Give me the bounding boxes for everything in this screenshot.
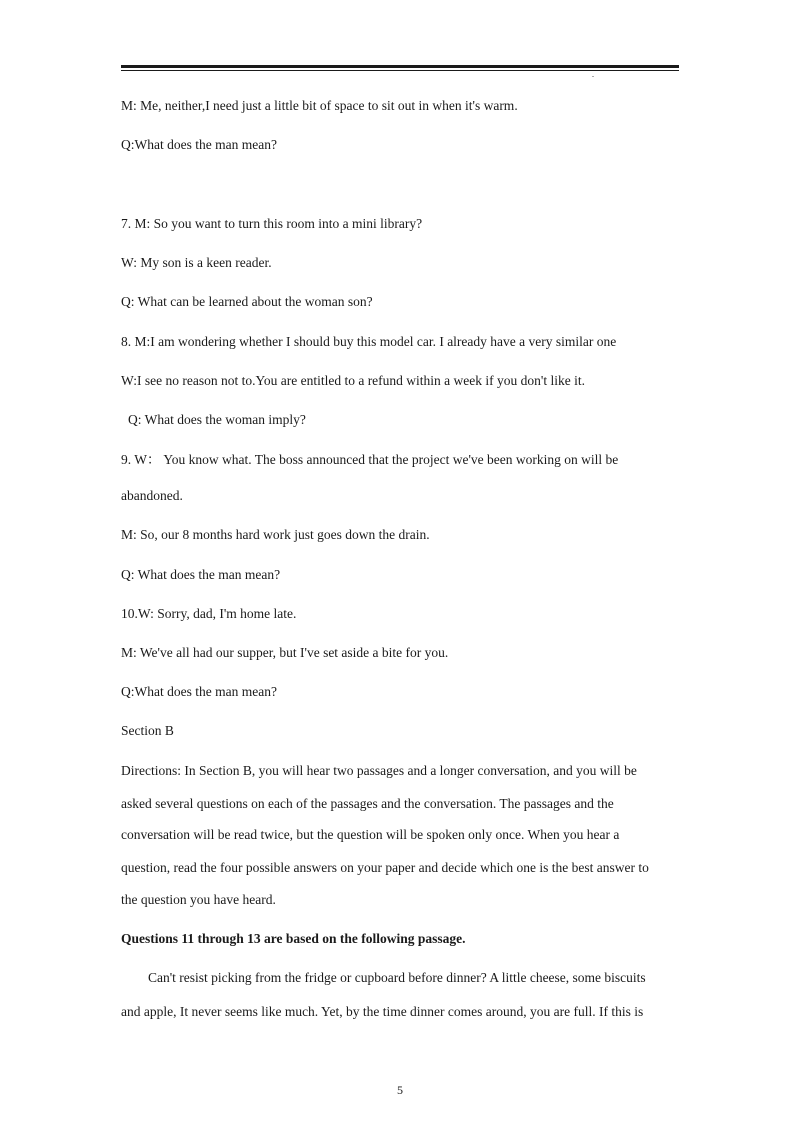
- section-heading: Section B: [121, 723, 174, 738]
- dialogue-line: 10.W: Sorry, dad, I'm home late.: [121, 606, 297, 621]
- directions-line: asked several questions on each of the passages and the conversation. The passages and the: [121, 796, 614, 811]
- dialogue-line: W:I see no reason not to.You are entitled to a refund within a week if you don't like it.: [121, 373, 585, 388]
- question-line: Q:What does the man mean?: [121, 137, 277, 152]
- dialogue-line: abandoned.: [121, 488, 183, 503]
- directions-line: question, read the four possible answers on your paper and decide which one is the best answer to: [121, 860, 649, 875]
- directions-line: Directions: In Section B, you will hear two passages and a longer conversation, and you will be: [121, 763, 637, 778]
- dialogue-line: W: My son is a keen reader.: [121, 255, 272, 270]
- header-rule-thin: [121, 70, 679, 71]
- page-number: 5: [397, 1083, 403, 1097]
- passage-line: Can't resist picking from the fridge or cupboard before dinner? A little cheese, some biscuits: [148, 970, 646, 985]
- question-line: Q: What does the man mean?: [121, 567, 281, 582]
- questions-heading: Questions 11 through 13 are based on the following passage.: [121, 931, 466, 946]
- passage-line: and apple, It never seems like much. Yet, by the time dinner comes around, you are full. If this is: [121, 1004, 644, 1019]
- header-rule: [121, 65, 679, 68]
- header-mark: .: [592, 70, 594, 79]
- dialogue-line: M: We've all had our supper, but I've set aside a bite for you.: [121, 645, 449, 660]
- question-line: Q:What does the man mean?: [121, 684, 277, 699]
- dialogue-line: 7. M: So you want to turn this room into a mini library?: [121, 216, 423, 231]
- dialogue-line: 8. M:I am wondering whether I should buy this model car. I already have a very similar one: [121, 334, 617, 349]
- dialogue-line: 9. W： You know what. The boss announced that the project we've been working on will be: [121, 452, 619, 467]
- dialogue-line: M: So, our 8 months hard work just goes down the drain.: [121, 527, 430, 542]
- question-line: Q: What can be learned about the woman son?: [121, 294, 373, 309]
- directions-line: the question you have heard.: [121, 892, 276, 907]
- directions-line: conversation will be read twice, but the question will be spoken only once. When you hear a: [121, 827, 620, 842]
- question-line: Q: What does the woman imply?: [128, 412, 306, 427]
- dialogue-line: M: Me, neither,I need just a little bit of space to sit out in when it's warm.: [121, 98, 518, 113]
